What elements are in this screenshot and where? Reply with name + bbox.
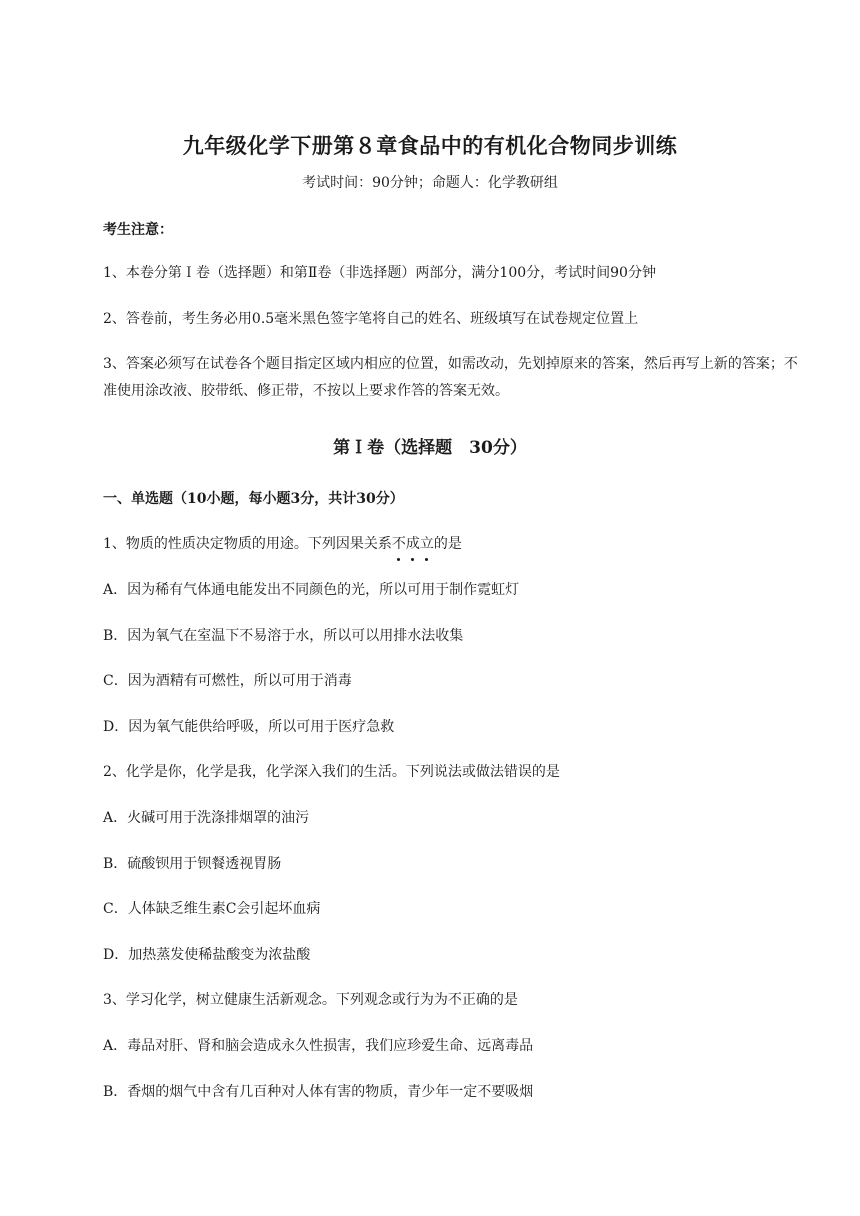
part-heading: 一、单选题（10小题，每小题3分，共计30分） xyxy=(103,491,404,507)
document-title: 九年级化学下册第８章食品中的有机化合物同步训练 xyxy=(182,133,678,158)
question-3-option-a: A．毒品对肝、肾和脑会造成永久性损害，我们应珍爱生命、远离毒品 xyxy=(103,1038,534,1054)
question-1-stem xyxy=(103,532,803,556)
question-1-option-a: A．因为稀有气体通电能发出不同颜色的光，所以可用于制作霓虹灯 xyxy=(103,582,520,598)
question-2-option-d: D．加热蒸发使稀盐酸变为浓盐酸 xyxy=(103,947,311,963)
notice-item-3: 3、答案必须写在试卷各个题目指定区域内相应的位置，如需改动，先划掉原来的答案，然后再写上新的答案；不准使用涂改液、胶带纸、修正带，不按以上要求作答的答案无效。 xyxy=(103,356,798,399)
question-1-stem-before: 1、物质的性质决定物质的用途。下列因果关系 xyxy=(103,536,392,552)
question-2-option-a: A．火碱可用于洗涤排烟罩的油污 xyxy=(103,810,310,826)
emphasis-char: 不 xyxy=(392,532,406,556)
question-1-option-d: D．因为氧气能供给呼吸，所以可用于医疗急救 xyxy=(103,719,395,735)
notice-item-2: 2、答卷前，考生务必用0.5毫米黑色签字笔将自己的姓名、班级填写在试卷规定位置上 xyxy=(103,311,639,327)
question-2-option-b: B．硫酸钡用于钡餐透视胃肠 xyxy=(103,856,282,872)
question-3-stem: 3、学习化学，树立健康生活新观念。下列观念或行为为不正确的是 xyxy=(103,992,518,1008)
question-2-stem: 2、化学是你，化学是我，化学深入我们的生活。下列说法或做法错误的是 xyxy=(103,764,560,780)
question-1-option-b: B．因为氧气在室温下不易溶于水，所以可以用排水法收集 xyxy=(103,628,464,644)
emphasis-char: 立 xyxy=(420,532,434,556)
question-1-option-c: C．因为酒精有可燃性，所以可用于消毒 xyxy=(103,673,352,689)
section-title: 第Ｉ卷（选择题 30分） xyxy=(333,438,527,458)
document-subtitle: 考试时间：90分钟；命题人：化学教研组 xyxy=(302,175,558,191)
emphasis-char: 成 xyxy=(406,532,420,556)
question-3-option-b: B．香烟的烟气中含有几百种对人体有害的物质，青少年一定不要吸烟 xyxy=(103,1084,534,1100)
question-2-option-c: C．人体缺乏维生素C会引起坏血病 xyxy=(103,901,321,917)
notice-item-1: 1、本卷分第Ｉ卷（选择题）和第Ⅱ卷（非选择题）两部分，满分100分，考试时间90分钟 xyxy=(103,265,656,281)
question-1-stem-after: 的是 xyxy=(433,536,462,552)
notice-heading: 考生注意： xyxy=(103,222,173,238)
